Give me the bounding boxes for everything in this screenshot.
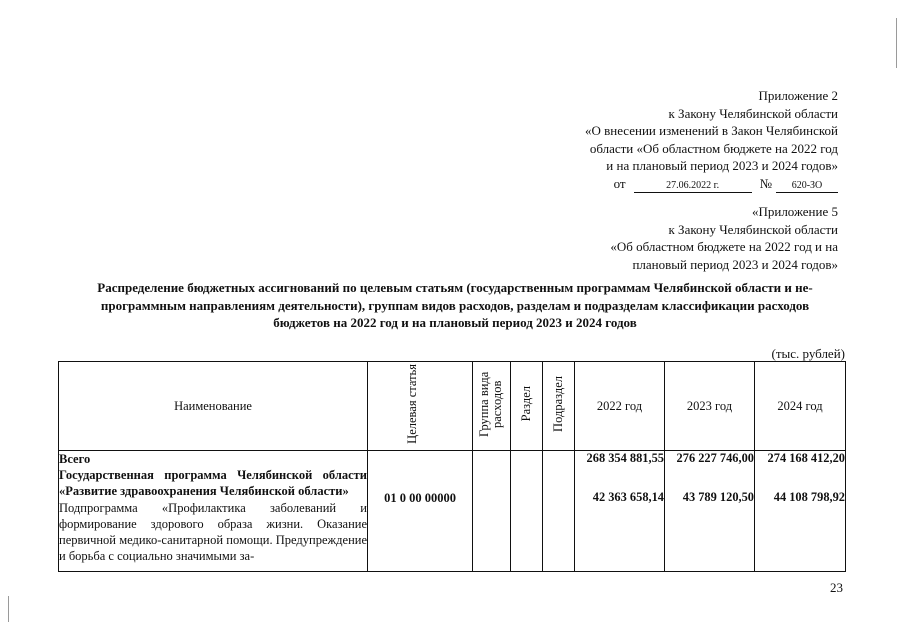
appendix-line: «Об областном бюджете на 2022 год и на [610,239,838,255]
name-cell [59,451,368,572]
row-total-2023: 276 227 746,00 [676,451,754,465]
row-program-2024: 44 108 798,92 [773,490,845,504]
appendix-line: «О внесении изменений в Закон Челябинской [584,123,838,139]
unit-label: (тыс. рублей) [771,346,845,361]
header-target [368,362,473,451]
header-expense-group-label: Группа вида расходов [476,371,504,437]
page-number: 23 [830,580,843,595]
target-cell [368,451,473,572]
appendix-line: к Закону Челябинской области [668,221,838,237]
header-2023: 2023 год [665,362,755,451]
header-subsection-label: Подраздел [551,376,565,432]
title-line: программным направлениям деятельности), группам видов расходов, разделам и подразделам классификации расходов [100,297,810,313]
expense-group-cell [473,451,511,572]
header-name: Наименование [59,362,368,451]
table-header-row [59,362,846,451]
header-subsection [543,362,575,451]
appendix-current-header [585,87,838,193]
appendix-line: области «Об областном бюджете на 2022 год [589,140,838,156]
law-number: 620-ЗО [776,179,838,193]
appendix-line: плановый период 2023 и 2024 годов» [632,256,838,272]
y2022-cell [575,451,665,572]
row-target-program: 01 0 00 00000 [384,491,456,505]
appendix-line: и на плановый период 2023 и 2024 годов» [606,158,838,174]
row-name-program: Государственная программа Челябинской области «Развитие здравоохранения Челябинской области» [59,468,367,499]
right-edge-mark [896,18,897,68]
header-section [511,362,543,451]
row-total-2022: 268 354 881,55 [586,451,664,465]
law-date-number-line [585,175,838,193]
number-prefix: № [759,175,772,191]
row-program-2023: 43 789 120,50 [682,490,754,504]
header-2024: 2024 год [755,362,846,451]
row-total-2024: 274 168 412,20 [767,451,845,465]
y2023-cell [665,451,755,572]
header-2022: 2022 год [575,362,665,451]
title-line: бюджетов на 2022 год и на плановый период 2023 и 2024 годов [273,315,637,330]
header-section-label: Раздел [519,386,533,422]
table-body-row [59,451,846,572]
subsection-cell [543,451,575,572]
document-title [60,279,850,332]
row-name-subprogram: Подпрограмма «Профилактика заболеваний и формирование здорового образа жизни. Оказание первичной медико-санитарной помощи. Предупреждение и борьба с социально значимыми за- [59,500,367,564]
header-target-label: Целевая статья [405,364,419,444]
header-expense-group [473,362,511,451]
date-prefix: от [613,175,626,191]
appendix-line: к Закону Челябинской области [668,105,838,121]
y2024-cell [755,451,846,572]
appendix-original-header [610,203,838,273]
appendix-line: «Приложение 5 [751,204,838,219]
left-edge-mark [8,596,9,622]
title-line: Распределение бюджетных ассигнований по целевым статьям (государственным программам Челябинской области и не- [97,280,813,295]
budget-table [58,361,846,572]
row-program-2022: 42 363 658,14 [592,490,664,504]
section-cell [511,451,543,572]
law-date: 27.06.2022 г. [634,179,752,193]
row-name-total: Всего [59,452,91,466]
appendix-line: Приложение 2 [758,88,838,103]
